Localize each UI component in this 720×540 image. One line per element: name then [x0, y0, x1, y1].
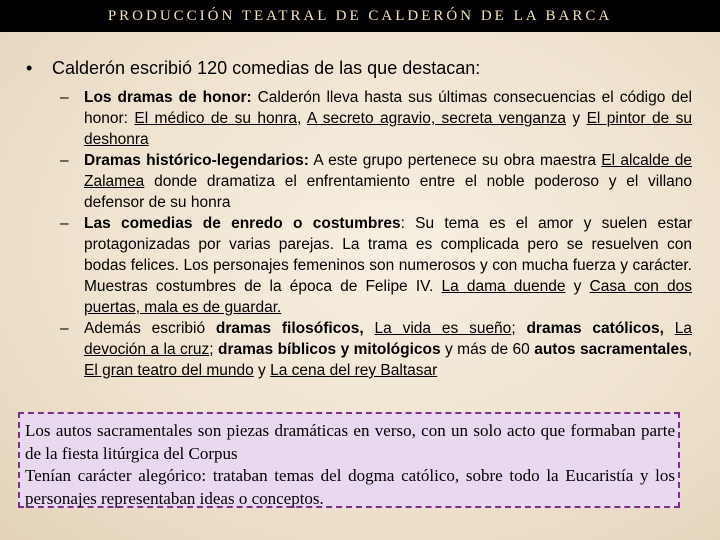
- work-title: El médico de su honra: [134, 110, 297, 127]
- genre-label: Las comedias de enredo o costumbres: [84, 215, 401, 232]
- text-segment: ,: [297, 110, 307, 127]
- sub-item-otros-dramas: [60, 318, 692, 381]
- text-segment: y más de 60: [440, 341, 535, 358]
- dash-symbol: –: [60, 89, 69, 106]
- genre-label: Los dramas de honor:: [84, 89, 252, 106]
- text-segment: Calderón lleva hasta sus últimas consecuencias el código del honor:: [84, 89, 692, 127]
- dash-symbol: –: [60, 152, 69, 169]
- text-segment: donde dramatiza el enfrentamiento entre el noble poderoso y el villano defensor de su honra: [84, 173, 692, 211]
- text-segment: A este grupo pertenece su obra maestra: [308, 152, 602, 169]
- info-paragraph-2: Tenían carácter alegórico: trataban temas del dogma católico, sobre todo la Eucaristía y los personajes representaban ideas o conceptos.: [25, 466, 675, 508]
- work-title: La dama duende: [441, 278, 566, 295]
- genre-label: Dramas histórico-legendarios:: [84, 152, 309, 169]
- info-paragraph-1: Los autos sacramentales son piezas dramáticas en verso, con un solo acto que formaban parte de la fiesta litúrgica del Corpus: [25, 421, 675, 463]
- autos-sacramentales-box: [18, 412, 680, 508]
- sub-item-dramas-historicos: [60, 150, 692, 213]
- genre-label: dramas filosóficos,: [215, 320, 364, 337]
- sub-item-text: [84, 213, 692, 318]
- sub-item-dramas-honor: [60, 87, 692, 150]
- sub-item-comedias-enredo: [60, 213, 692, 318]
- work-title: La cena del rey Baltasar: [270, 362, 438, 379]
- work-title: Casa con dos puertas, mala es de guardar.: [84, 278, 692, 316]
- text-segment: : Su tema es el amor y suelen estar protagonizadas por varias parejas. La trama es complicada pero se resuelven con bodas felices. Los personajes femeninos son numerosos y con mucha fuerza y carácter. Muestras costumbres de la época de Felipe IV.: [84, 215, 692, 295]
- bullet-symbol: •: [26, 58, 33, 78]
- genre-label: autos sacramentales: [534, 341, 688, 358]
- text-segment: ;: [209, 341, 219, 358]
- sub-item-text: [84, 87, 692, 150]
- slide-content: [22, 58, 698, 381]
- genre-label: dramas católicos,: [526, 320, 664, 337]
- work-title: El pintor de su deshonra: [84, 110, 692, 148]
- sub-item-text: [84, 150, 692, 213]
- text-segment: y: [566, 110, 587, 127]
- work-title: A secreto agravio, secreta venganza: [306, 110, 567, 127]
- work-title: El alcalde de Zalamea: [84, 152, 693, 190]
- slide-title-bar: [0, 0, 720, 32]
- genre-label: dramas bíblicos y mitológicos: [218, 341, 441, 358]
- work-title: El gran teatro del mundo: [84, 362, 254, 379]
- text-segment: y: [565, 278, 590, 295]
- slide-title: PRODUCCIÓN TEATRAL DE CALDERÓN DE LA BARCA: [107, 7, 613, 24]
- work-title: La vida es sueño: [374, 320, 512, 337]
- sub-item-text: [84, 318, 692, 381]
- text-segment: [664, 320, 675, 337]
- text-segment: [364, 320, 375, 337]
- dash-symbol: –: [60, 320, 69, 337]
- text-segment: ,: [687, 341, 693, 358]
- text-segment: Además escribió: [84, 320, 216, 337]
- sub-list: [60, 87, 692, 381]
- work-title: La devoción a la cruz: [84, 320, 692, 358]
- main-bullet: [22, 58, 698, 79]
- dash-symbol: –: [60, 215, 69, 232]
- text-segment: ;: [511, 320, 527, 337]
- text-segment: y: [253, 362, 271, 379]
- main-bullet-text: Calderón escribió 120 comedias de las que destacan:: [52, 58, 481, 78]
